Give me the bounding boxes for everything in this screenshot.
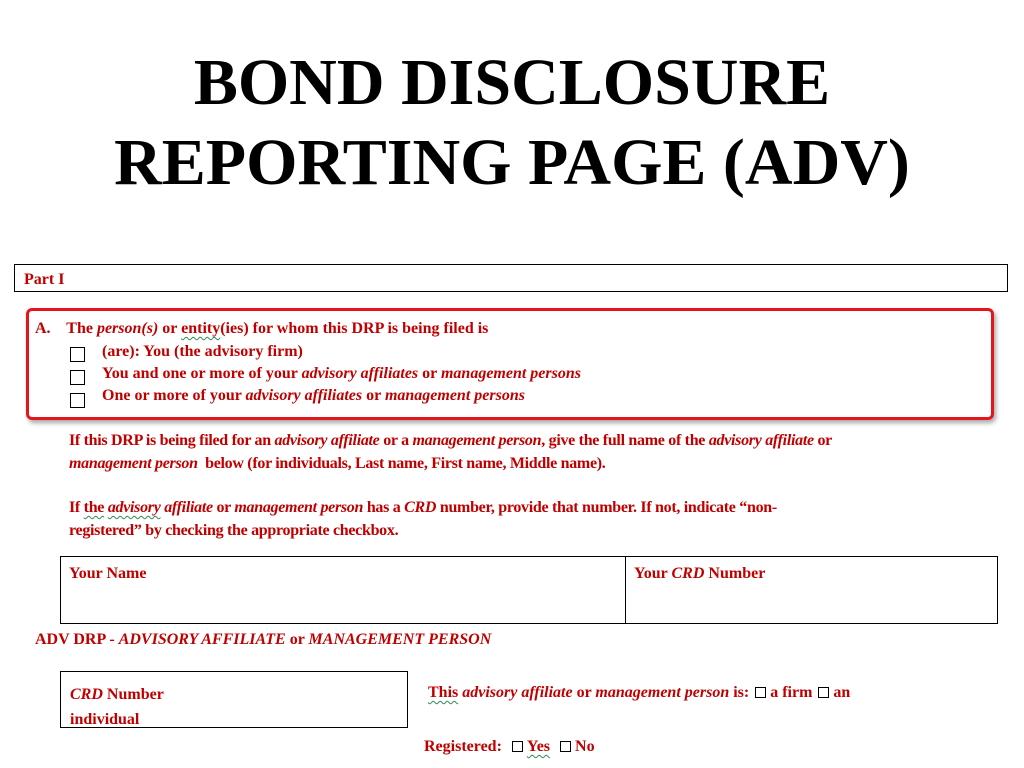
text: or <box>216 499 231 516</box>
text: advisory affiliate <box>462 684 573 701</box>
text: This <box>428 684 459 701</box>
option-you-and-affiliates <box>102 365 581 383</box>
text: advisory affiliate <box>708 432 814 449</box>
text: CRD <box>671 565 705 582</box>
option-italic: advisory affiliates <box>245 387 363 404</box>
text: CRD <box>70 686 103 703</box>
text: management person <box>69 455 198 472</box>
option-or: or <box>422 365 437 382</box>
intro-pre: The <box>66 320 93 337</box>
intro-ies: (ies) <box>220 320 249 337</box>
text: registered” by checking the appropriate checkbox. <box>69 522 399 539</box>
checkbox-you-and-affiliates[interactable] <box>70 370 85 385</box>
name-crd-table <box>60 556 998 624</box>
text: Number <box>106 686 164 703</box>
text: ADVISORY AFFILIATE <box>118 631 286 648</box>
text: management person <box>595 684 730 701</box>
text: If <box>69 499 80 516</box>
text: is: <box>733 684 750 701</box>
registered-line <box>424 738 595 756</box>
registered-label: Registered: <box>424 738 502 755</box>
text: the <box>83 499 105 516</box>
option-text: You and one or more of your <box>102 365 298 382</box>
text: or a <box>383 432 409 449</box>
text: ADV DRP - <box>35 631 115 648</box>
text: has a <box>366 499 401 516</box>
option-or: or <box>366 387 381 404</box>
your-name-cell[interactable] <box>61 557 626 624</box>
intro-persons: person(s) <box>96 320 159 337</box>
page-title-line2: REPORTING PAGE (ADV) <box>114 126 910 199</box>
instruction-paragraph-2 <box>69 496 777 542</box>
checkbox-you-advisory-firm[interactable] <box>70 347 85 362</box>
intro-or: or <box>162 320 178 337</box>
entity-type-line <box>428 684 850 702</box>
your-crd-label <box>634 565 765 582</box>
text: a firm <box>770 684 813 701</box>
crd-box-individual: individual <box>70 711 140 728</box>
option-text: One or more of your <box>102 387 242 404</box>
text: CRD <box>404 499 437 516</box>
text: affiliate <box>164 499 213 516</box>
checkbox-affiliates-only[interactable] <box>70 393 85 408</box>
option-italic: advisory affiliates <box>301 365 419 382</box>
text: advisory <box>107 499 161 516</box>
checkbox-registered-yes[interactable] <box>512 741 523 752</box>
text: management person <box>412 432 542 449</box>
text: No <box>575 738 595 755</box>
text: Number <box>708 565 766 582</box>
part-i-header: Part I <box>14 264 1008 292</box>
checkbox-individual[interactable] <box>818 687 829 698</box>
text: below (for individuals, Last name, First name, Middle name). <box>205 455 606 472</box>
page-title-line1: BOND DISCLOSURE <box>193 46 831 119</box>
text: or <box>576 684 592 701</box>
text: , give the full name of the <box>541 432 706 449</box>
text: or <box>817 432 832 449</box>
option-you-advisory-firm: (are): You (the advisory firm) <box>102 343 303 360</box>
your-crd-cell[interactable] <box>626 557 998 624</box>
checkbox-firm[interactable] <box>755 687 766 698</box>
checkbox-registered-no[interactable] <box>560 741 571 752</box>
crd-number-box[interactable] <box>60 671 408 728</box>
option-affiliates-only <box>102 387 525 405</box>
text: management person <box>234 499 364 516</box>
instruction-paragraph-1 <box>69 429 832 475</box>
option-italic: management persons <box>440 365 581 382</box>
text: advisory affiliate <box>274 432 380 449</box>
your-name-label: Your Name <box>69 565 147 582</box>
intro-entity: entity <box>181 320 221 337</box>
text: an <box>833 684 851 701</box>
text: number, provide that number. If not, indicate “non- <box>439 499 777 516</box>
text: If this DRP is being filed for an <box>69 432 271 449</box>
text: Your <box>634 565 668 582</box>
intro-post: for whom this DRP is being filed is <box>252 320 489 337</box>
section-a-intro <box>35 320 488 338</box>
text: Yes <box>526 738 551 755</box>
text: or <box>289 631 305 648</box>
adv-drp-header <box>35 631 491 649</box>
section-a-marker: A. <box>35 320 51 337</box>
option-italic: management persons <box>384 387 525 404</box>
text: MANAGEMENT PERSON <box>308 631 492 648</box>
